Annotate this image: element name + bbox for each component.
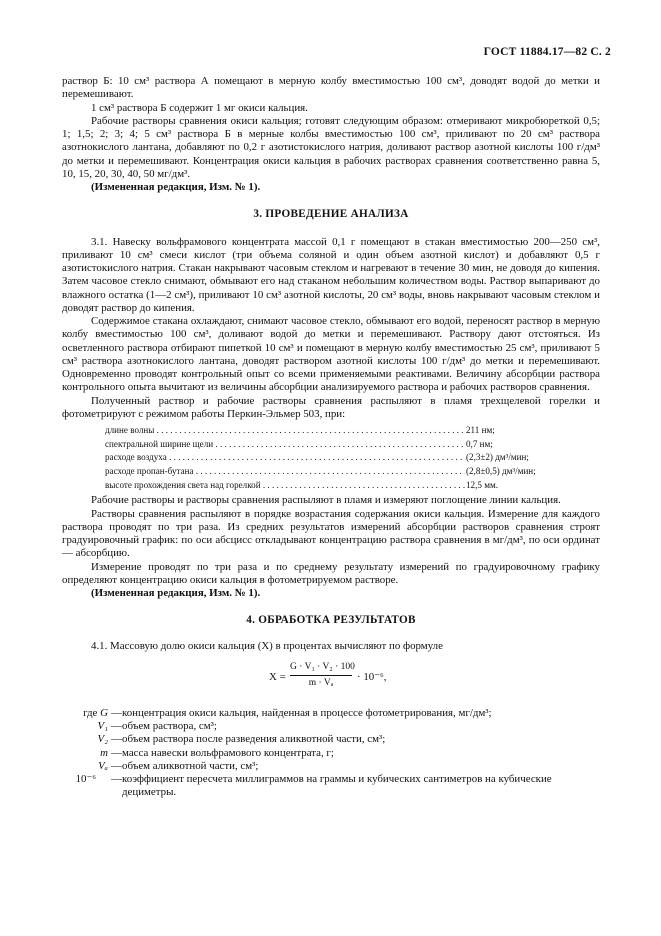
param-value: (2,8±0,5) дм³/мин;: [466, 466, 536, 477]
formula-fraction: [290, 661, 355, 691]
symbol-g: G: [100, 706, 108, 719]
param-label: длине волны . . .: [105, 424, 465, 438]
amendment-note: (Измененная редакция, Изм. № 1).: [91, 181, 261, 193]
dash: —: [111, 706, 122, 719]
paragraph-working-solutions: Рабочие растворы сравнения окиси кальция; готовят следующим образом: отмеривают микробюреткой 0,5; 1; 1,5; 2; 3; 4; 5 см³ раствора Б в мерные колбы вместимостью 100 см³, приливают по 20 см³ раствора азотнокислого лантана, добавляют по 0,2 г азотистокислого натрия, доливают раствор азотной кислоты 100 г/дм³ до метки и перемешивают. Концентрация окиси кальция в рабочих растворах сравнения соответственно равна 5, 10, 15, 20, 30, 40, 50 мг/дм³.: [62, 114, 600, 180]
dash: —: [111, 773, 122, 786]
definition-symbol: m: [100, 746, 108, 759]
definition-row: [62, 733, 600, 746]
definition-text: объем раствора, см³;: [122, 720, 217, 733]
dash: —: [111, 759, 122, 772]
param-row: [62, 465, 600, 479]
definition-row: [62, 720, 600, 733]
paragraph-3-1-cont: Содержимое стакана охлаждают, снимают часовое стекло, обмывают его водой, переносят раствор в мерную колбу вместимостью 100 см³, доливают водой до метки и перемешивают. Раствору дают отстояться. Из осветленного раствора отбирают пипеткой 10 см³ и помещают в мерную колбу вместимостью 25 см³, приливают 5 см³ раствора азотнокислого лантана, доводят раствором азотной кислоты 100 г/дм³ до метки и перемешивают. Одновременно проводят контрольный опыт со всеми применяемыми реактивами. Величину абсорбции раствора контрольного опыта вычитают из величины абсорбции анализируемого раствора и рабочих растворов сравнения.: [62, 315, 600, 394]
param-label: высоте прохождения света над горелкой . . .: [105, 479, 465, 493]
definition-symbol: Vₐ: [98, 759, 108, 772]
definition-row: [62, 760, 600, 773]
calcium-oxide-formula: [62, 659, 600, 699]
param-row: [62, 451, 600, 465]
param-value: 12,5 мм.: [466, 479, 498, 490]
definition-row: [62, 773, 600, 800]
param-row: [62, 424, 600, 438]
amendment-note: (Измененная редакция, Изм. № 1).: [91, 587, 261, 600]
paragraph-3-1: 3.1. Навеску вольфрамового концентрата массой 0,1 г помещают в стакан вместимостью 200—250 см³, приливают 10 см³ смеси кислот (три объема соляной и один объем азотной кислот) и добавляют 0,5 г азотистокислого натрия. Стакан накрывают часовым стеклом и нагревают в течение 30 мин, не доводя до кипения. Затем часовое стекло снимают, обмывают его над стаканом небольшим количеством воды. Раствор выпаривают до влажного остатка (1—2 см³), приливают 10 см³ азотной кислоты, 20 см³ воды, вновь накрывают часовым стеклом и доводят раствор до кипения.: [62, 235, 600, 314]
paragraph-calibration: Растворы сравнения распыляют в порядке возрастания содержания окиси кальция. Измерение для каждого раствора проводят по три раза. Из средних результатов измерений абсорбции растворов сравнения строят градуировочный график: по оси абсцисс откладывают концентрацию раствора сравнения в мг/дм³, по оси ординат — абсорбцию.: [62, 507, 600, 560]
instrument-parameters: [62, 424, 600, 492]
param-label: расходе воздуха . . .: [105, 451, 465, 465]
formula-factor: · 10⁻⁶,: [357, 670, 387, 683]
paragraph-solution-b: раствор Б: 10 см³ раствора А помещают в мерную колбу вместимостью 100 см³, доводят водой до метки и перемешивают.: [62, 75, 600, 101]
definition-text: объем аликвотной части, см³;: [122, 759, 259, 772]
paragraph-4-1: 4.1. Массовую долю окиси кальция (X) в процентах вычисляют по формуле: [91, 639, 443, 652]
document-body: [62, 75, 600, 800]
dash: —: [111, 733, 122, 746]
definition-text: масса навески вольфрамового концентрата, г;: [122, 746, 334, 759]
param-row: [62, 479, 600, 493]
dash: —: [111, 720, 122, 733]
param-value: (2,3±2) дм³/мин;: [466, 452, 529, 463]
paragraph-spraying: Рабочие растворы и растворы сравнения распыляют в пламя и измеряют поглощение линии кальция.: [91, 494, 561, 507]
definition-symbol: 10⁻⁶: [75, 773, 96, 786]
paragraph-measurement: Измерение проводят по три раза и по среднему результату измерений по градуировочному графику определяют концентрацию окиси кальция в фотометрируемом растворе.: [62, 560, 600, 586]
definition-text: концентрация окиси кальция, найденная в процессе фотометрирования, мг/дм³;: [122, 706, 492, 719]
section-4-title: 4. ОБРАБОТКА РЕЗУЛЬТАТОВ: [246, 614, 416, 627]
definition-symbol: V₂: [97, 733, 108, 746]
definition-row: [62, 707, 600, 720]
definition-text: коэффициент пересчета миллиграммов на граммы и кубических сантиметров на кубические дециметры.: [122, 773, 552, 799]
param-row: [62, 438, 600, 452]
param-label: расходе пропан-бутана . . .: [105, 465, 465, 479]
dash: —: [111, 746, 122, 759]
definition-symbol: [62, 707, 108, 720]
param-value: 211 нм;: [466, 425, 495, 435]
section-3-title: 3. ПРОВЕДЕНИЕ АНАЛИЗА: [253, 208, 409, 221]
formula-numerator: G · V₁ · V₂ · 100: [290, 661, 352, 676]
formula-lhs: X =: [269, 670, 286, 683]
formula-denominator: m · Vₐ: [308, 678, 334, 689]
paragraph-solution-b-content: 1 см³ раствора Б содержит 1 мг окиси кальция.: [91, 101, 308, 114]
variable-definitions: [62, 707, 600, 800]
param-value: 0,7 нм;: [466, 438, 493, 449]
definition-text: объем раствора после разведения аликвотной части, см³;: [122, 733, 386, 746]
definition-symbol: V₁: [97, 720, 108, 733]
param-label: спектральной ширине щели . . .: [105, 438, 465, 452]
definition-row: [62, 747, 600, 760]
paragraph-photometry: Полученный раствор и рабочие растворы сравнения распыляют в пламя трехщелевой горелки и фотометрируют с режимом работы Перкин-Эльмер 503, при:: [62, 394, 600, 420]
page-header: ГОСТ 11884.17—82 С. 2: [483, 46, 611, 58]
where-word: где: [83, 706, 98, 719]
